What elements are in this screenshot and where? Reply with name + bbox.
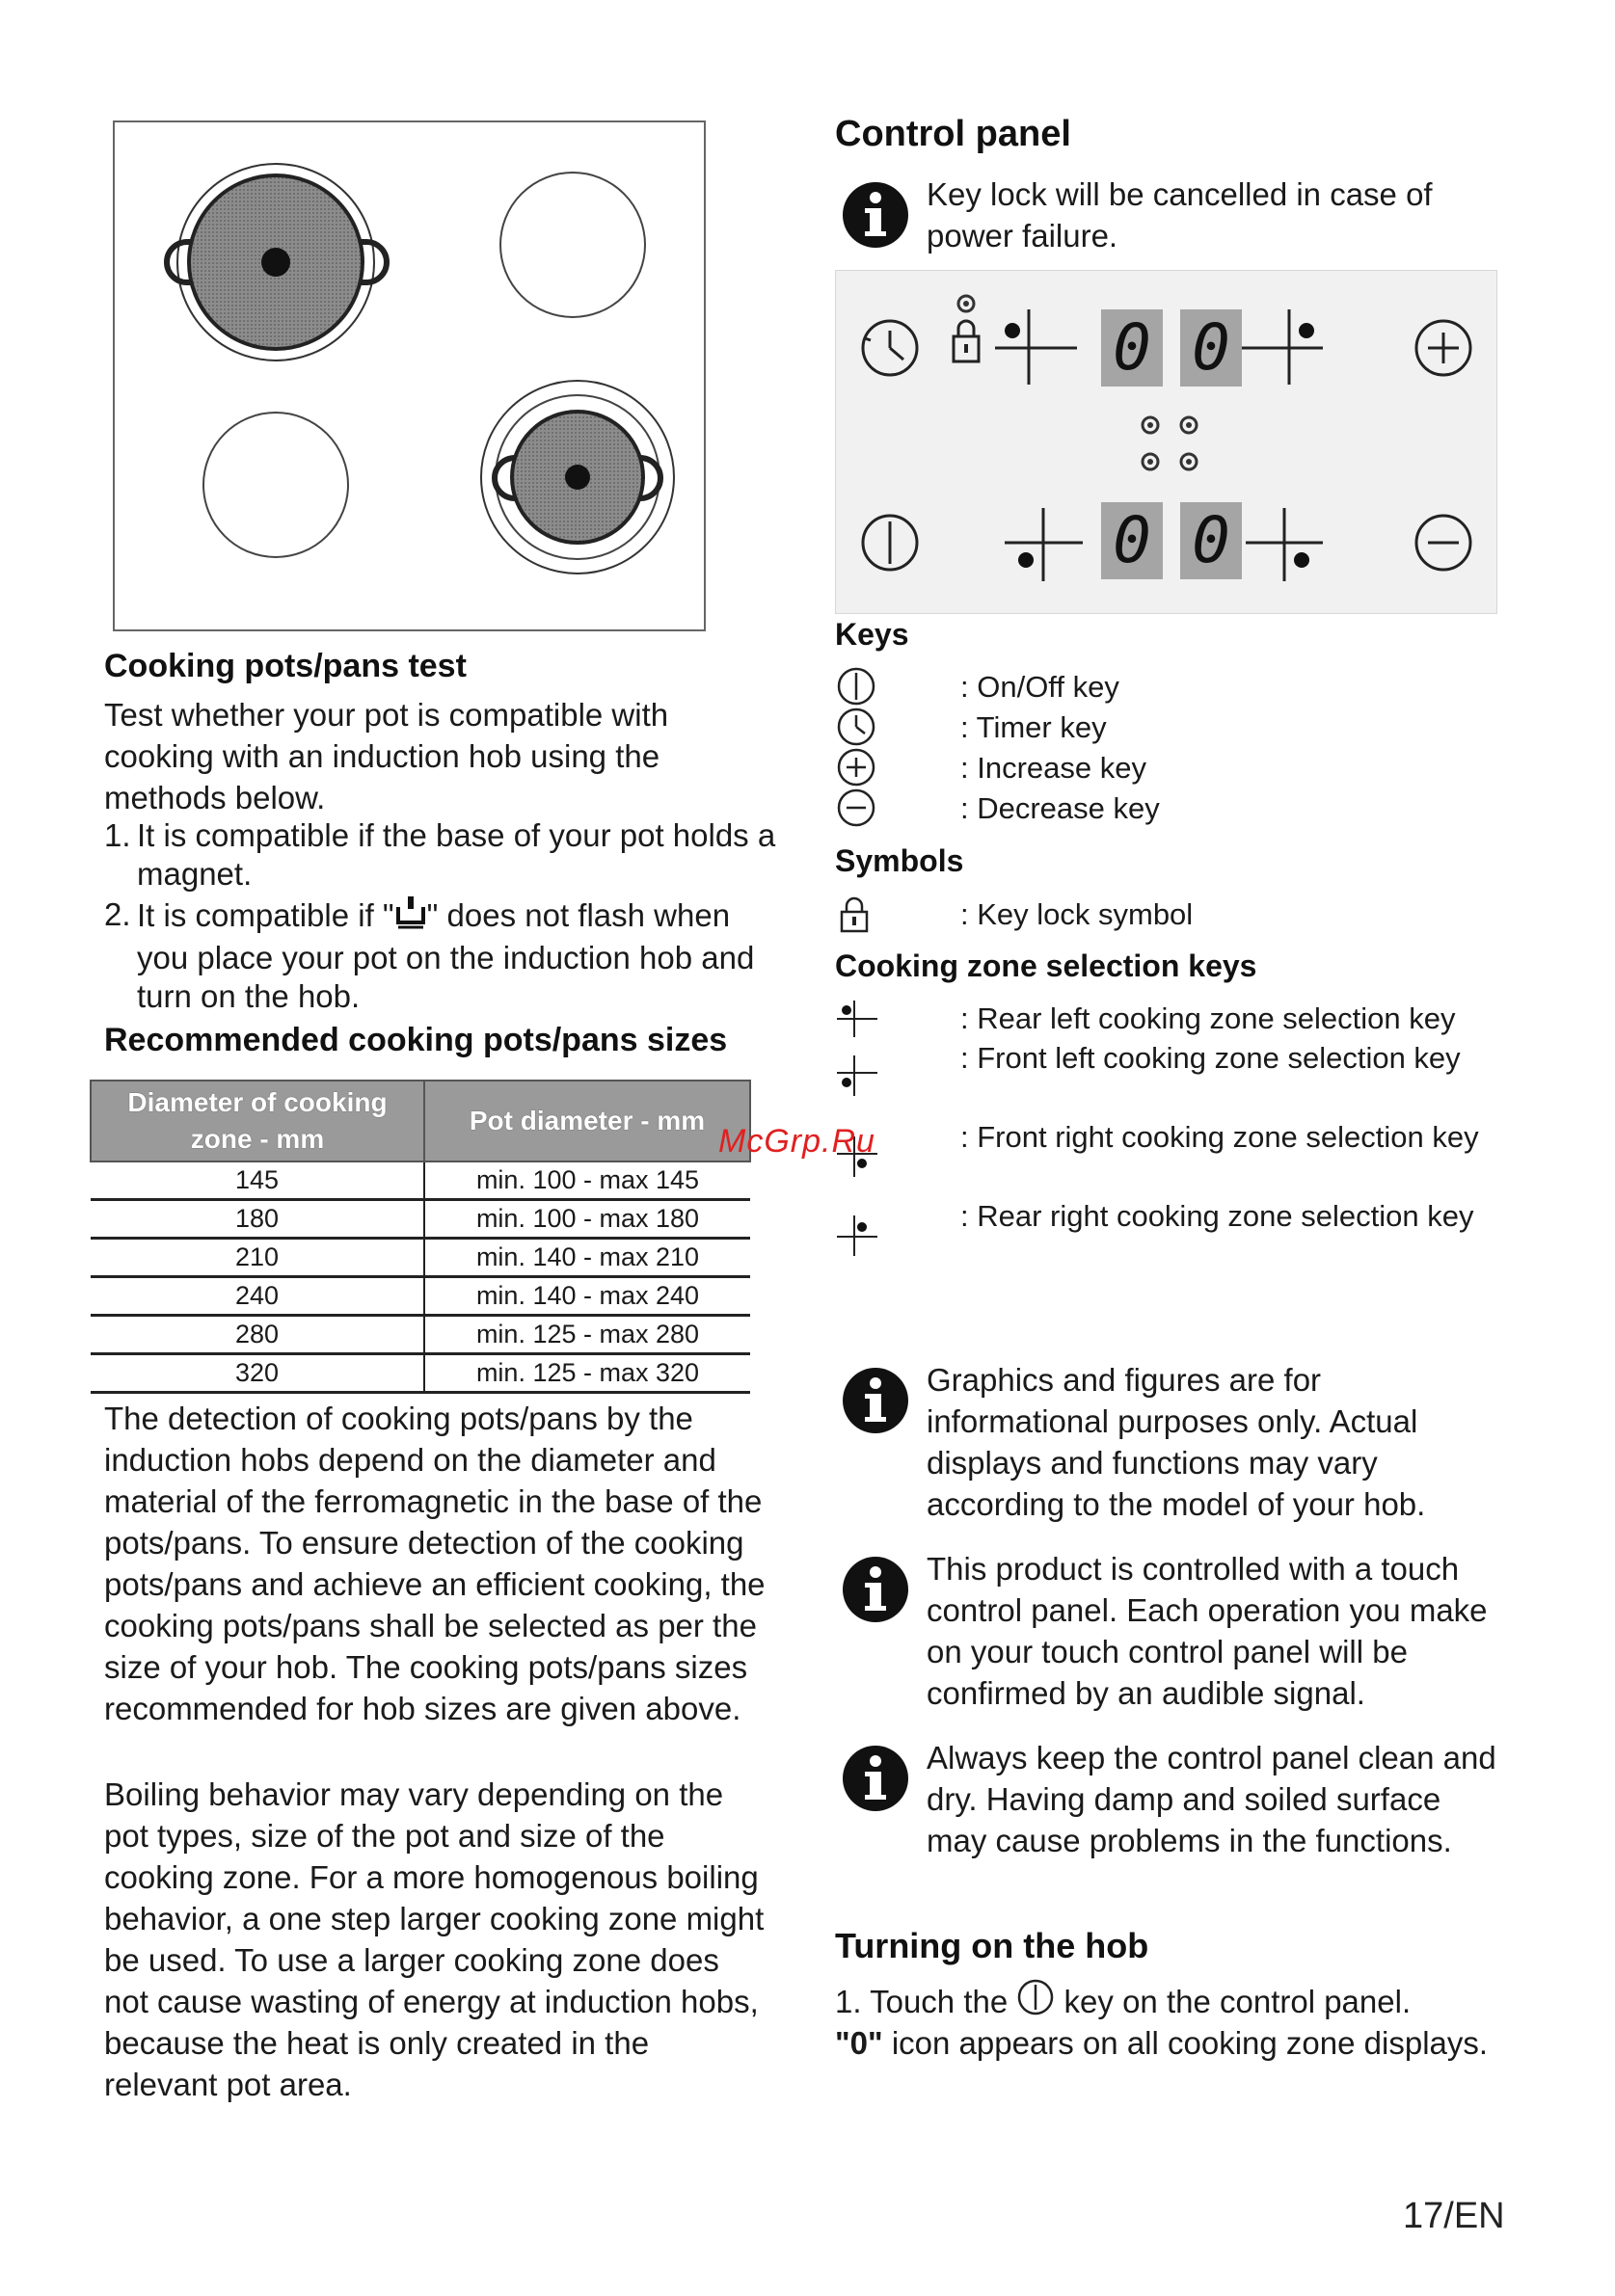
info-touch-text: This product is controlled with a touch control panel. Each operation you make on your touch control panel will be confirmed by an audible signal.: [927, 1551, 1488, 1711]
key-row-increase: : Increase key: [835, 748, 1500, 796]
lock-icon: [954, 296, 979, 361]
svg-text:0: 0: [1113, 503, 1151, 577]
info-touch: [842, 1548, 1507, 1714]
display-digit: [1101, 309, 1163, 387]
info-keylock-text: Key lock will be cancelled in case of power failure.: [927, 176, 1433, 254]
table-row: 210 min. 140 - max 210: [91, 1239, 750, 1277]
key-row-decrease: : Decrease key: [835, 788, 1500, 837]
info-icon: [842, 181, 909, 249]
table-row: 240 min. 140 - max 240: [91, 1277, 750, 1316]
front-right-zone-key-icon: [1246, 508, 1323, 581]
minus-icon: [835, 788, 877, 827]
hob-diagram: [113, 120, 706, 631]
list-item: 2. It is compatible if " " does not flash when you place your pot on the induction hob and turn on the hob.: [104, 896, 755, 1014]
timer-icon: [863, 321, 917, 375]
info-clean: [842, 1737, 1507, 1861]
pots-test-list: [104, 816, 789, 1018]
svg-text:0: 0: [1113, 310, 1151, 385]
display-digit: [1180, 309, 1242, 387]
front-left-zone-key-icon: [1005, 508, 1083, 581]
info-clean-text: Always keep the control panel clean and dry. Having damp and soiled surface may cause problems in the functions.: [927, 1740, 1496, 1858]
display-digit: [1101, 502, 1163, 579]
control-panel-svg: [836, 271, 1496, 613]
info-icon: [842, 1745, 909, 1812]
key-row-timer: : Timer key: [835, 707, 1500, 756]
no-pot-icon: [394, 895, 427, 939]
power-icon: [835, 667, 877, 706]
symbols-title: Symbols: [835, 843, 964, 878]
front-left-zone-key-icon: [835, 1054, 881, 1102]
table-row: 180 min. 100 - max 180: [91, 1200, 750, 1239]
rear-left-zone-key-icon: [995, 309, 1077, 385]
detection-paragraph: The detection of cooking pots/pans by the induction hobs depend on the diameter and material of the ferromagnetic in the base of the pots/pans. To ensure detection of the cooking pots/pans and achieve an efficient cooking, the cooking pots/pans shall be selected as per the size of your hob. The cooking pots/pans sizes recommended for hob sizes are given above.: [104, 1401, 766, 1726]
pots-test-title: Cooking pots/pans test: [104, 648, 467, 684]
table-row: 320 min. 125 - max 320: [91, 1354, 750, 1393]
pots-test-intro: Test whether your pot is compatible with cooking with an induction hob using the methods below.: [104, 697, 669, 815]
table-row: 280 min. 125 - max 280: [91, 1316, 750, 1354]
sizes-title: Recommended cooking pots/pans sizes: [104, 1022, 728, 1058]
zone-row-front-right: : Front right cooking zone selection key: [835, 1117, 1500, 1192]
power-icon: [863, 516, 917, 570]
table-row: 145 min. 100 - max 145: [91, 1161, 750, 1200]
rear-right-zone-key-icon: [835, 1214, 881, 1262]
turning-step-zero: "0" icon appears on all cooking zone displays.: [835, 2025, 1489, 2061]
list-item: 1. It is compatible if the base of your pot holds a magnet.: [104, 817, 776, 892]
info-graphics: [842, 1359, 1507, 1525]
sizes-table: [90, 1080, 751, 1394]
control-panel-illustration: [835, 270, 1497, 614]
hob-zones-illustration: [115, 122, 704, 629]
turning-step-1: 1. Touch the key on the control panel.: [835, 1978, 1510, 2022]
minus-icon: [1416, 516, 1470, 570]
symbol-row-keylock: : Key lock symbol: [835, 894, 1500, 943]
zone-row-rear-left: : Rear left cooking zone selection key: [835, 999, 1500, 1049]
plus-icon: [1416, 321, 1470, 375]
timer-icon: [835, 707, 877, 746]
zone-indicator-dots: [1143, 417, 1197, 469]
info-graphics-text: Graphics and figures are for informational purposes only. Actual displays and functions may vary according to the model of your hob.: [927, 1362, 1426, 1522]
power-icon: [1016, 1978, 1055, 2016]
info-icon: [842, 1556, 909, 1623]
rear-right-zone-key-icon: [1241, 309, 1323, 385]
lock-icon: [835, 894, 874, 933]
table-header: Pot diameter - mm: [424, 1081, 750, 1161]
boiling-paragraph: Boiling behavior may vary depending on the pot types, size of the pot and size of the cooking zone. For a more homogenous boiling behavior, a one step larger cooking zone might be used. To use a larger cooking zone does not cause wasting of energy at induction hobs, because the heat is only created in the relevant pot area.: [104, 1776, 765, 2102]
turning-title: Turning on the hob: [835, 1926, 1149, 1965]
control-panel-title: Control panel: [835, 114, 1071, 154]
plus-icon: [835, 748, 877, 787]
table-header: Diameter of cooking zone - mm: [91, 1081, 424, 1161]
key-row-onoff: : On/Off key: [835, 667, 1500, 715]
info-keylock: [842, 174, 1507, 256]
svg-text:0: 0: [1192, 503, 1230, 577]
svg-text:0: 0: [1192, 310, 1230, 385]
watermark: McGrp.Ru: [718, 1123, 875, 1160]
zones-title: Cooking zone selection keys: [835, 948, 1257, 983]
keys-title: Keys: [835, 617, 909, 652]
display-digit: [1180, 502, 1242, 579]
page-number: 17/EN: [1403, 2196, 1505, 2236]
zone-row-front-left: : Front left cooking zone selection key: [835, 1038, 1500, 1111]
zone-row-rear-right: : Rear right cooking zone selection key: [835, 1196, 1500, 1271]
info-icon: [842, 1367, 909, 1434]
rear-left-zone-key-icon: [835, 999, 881, 1039]
